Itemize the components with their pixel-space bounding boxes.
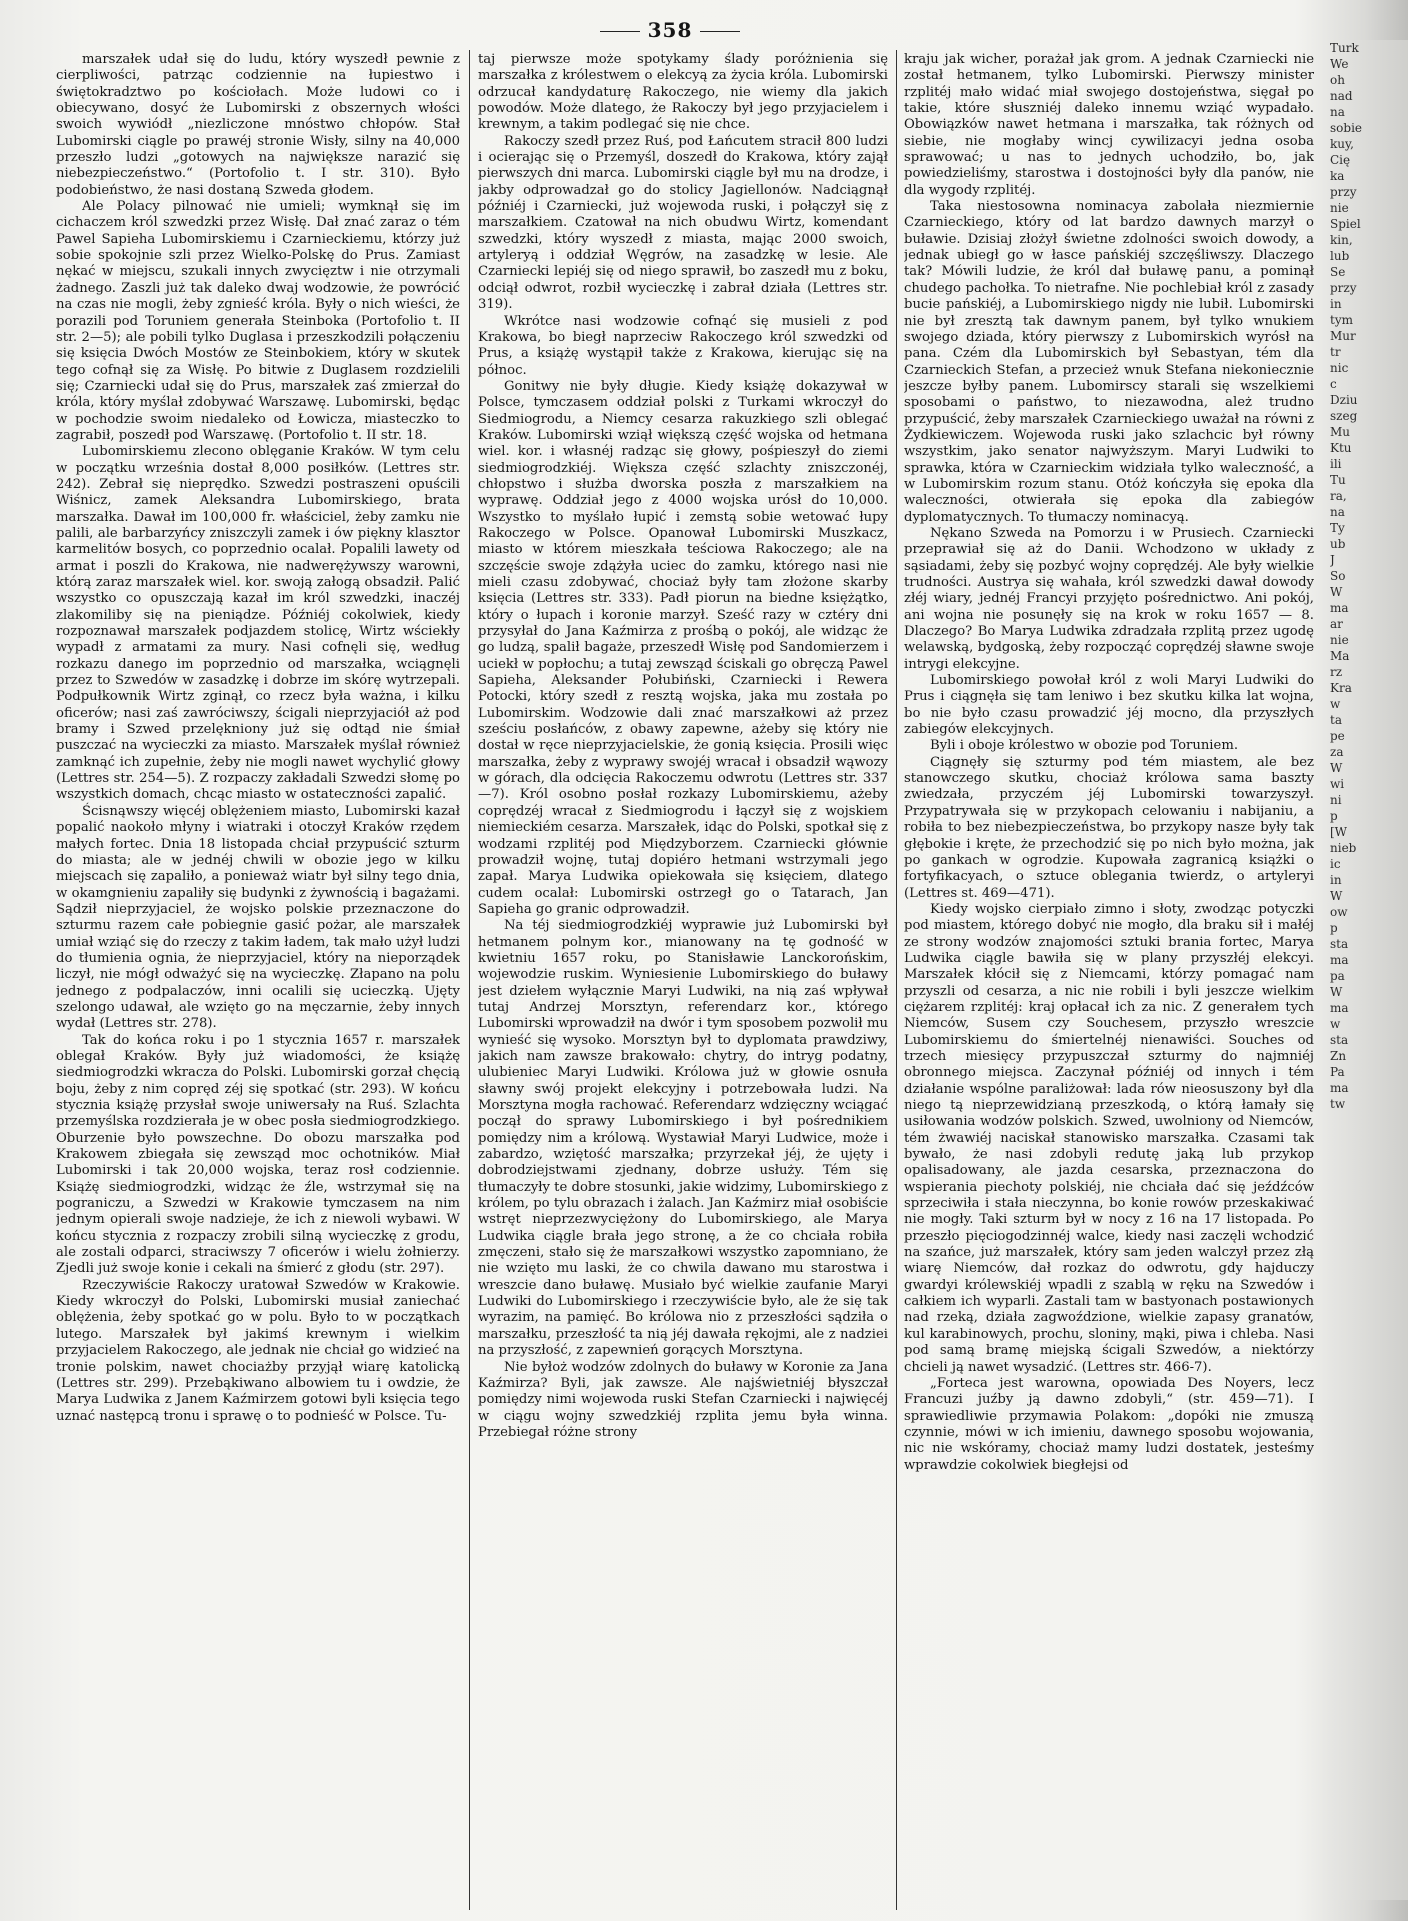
edge-fragment: ta xyxy=(1330,713,1342,727)
column-divider xyxy=(469,50,470,1910)
edge-fragment: So xyxy=(1330,569,1346,583)
edge-fragment: Ktu xyxy=(1330,441,1352,455)
edge-fragment: ub xyxy=(1330,537,1346,551)
edge-fragment: [W xyxy=(1330,825,1348,839)
edge-fragment: Ty xyxy=(1330,521,1345,535)
edge-fragment: wi xyxy=(1330,777,1345,791)
edge-fragment: na xyxy=(1330,505,1345,519)
paragraph: Byli i oboje królestwo w obozie pod Toruniem. xyxy=(930,738,1239,754)
edge-fragment: nad xyxy=(1330,89,1353,103)
edge-fragment: W xyxy=(1330,761,1343,775)
paragraph: Nękano Szweda na Pomorzu i w Prusiech. Czarniecki przeprawiał się aż do Danii. Wchodzono w układy z sąsiadami, żeby się pozbyć wojny coprędzéj. Ale były wielkie trudności. Austrya się wahała, król szwedzki dawał dowody złéj wiary, jednéj Francyi przyjęto pośrednictwo. Ani pokój, ani wojna nie posunęły się na krok w roku 1657 — 8. Dlaczego? Bo Marya Ludwika zdradzała rzplitą przez ugodę welawską, bydgoską, żeby rozpocząć coprędzéj sławne swoje intrygi elekcyjne. xyxy=(904,525,1314,672)
edge-fragment: ow xyxy=(1330,905,1348,919)
edge-fragment: ic xyxy=(1330,857,1341,871)
edge-fragment: ma xyxy=(1330,1081,1349,1095)
edge-fragment: szeg xyxy=(1330,409,1358,423)
edge-fragment: nieb xyxy=(1330,841,1357,855)
edge-fragment: ma xyxy=(1330,1001,1349,1015)
paragraph: Wkrótce nasi wodzowie cofnąć się musieli z pod Krakowa, bo biegł naprzeciw Rakoczego król szwedzki od Prus, a książę wystąpił także z Krakowa, kierując się na północ. xyxy=(478,313,888,378)
edge-fragment: Pa xyxy=(1330,1065,1345,1079)
edge-fragment: oh xyxy=(1330,73,1345,87)
edge-fragment: J xyxy=(1330,553,1335,567)
column-divider xyxy=(896,50,897,1910)
edge-fragment: Se xyxy=(1330,265,1346,279)
page-number: 358 xyxy=(590,18,750,42)
edge-fragment: pe xyxy=(1330,729,1345,743)
edge-fragment: w xyxy=(1330,1017,1341,1031)
edge-fragment: nic xyxy=(1330,361,1349,375)
edge-fragment: kin, xyxy=(1330,233,1353,247)
edge-fragment: ra, xyxy=(1330,489,1347,503)
edge-fragment: Dziu xyxy=(1330,393,1358,407)
edge-fragment: ka xyxy=(1330,169,1345,183)
paragraph: taj pierwsze może spotykamy ślady poróżnienia się marszałka z królestwem o elekcyą za życia króla. Lubomirski odrzucał kandydaturę Rakoczego, nie wiemy dla jakich powodów. Może dlatego, że Rakoczy był jego przyjacielem i krewnym, a takim podlegać się nie chce. xyxy=(478,52,888,133)
edge-fragment: p xyxy=(1330,921,1338,935)
paragraph: Gonitwy nie były długie. Kiedy książę dokazywał w Polsce, tymczasem oddział polski z Turkami wkroczył do Siedmiogrodu, a Niemcy cesarza rakuzkiego szli oblegać Kraków. Lubomirski wziął większą część wojska od hetmana wiel. kor. i własnéj radząc się głowy, pośpieszył do ziemi siedmiogrodzkiéj. Większa część szlachty zniszczonéj, chłopstwo i służba dworska poszła z marszałkiem na wyprawę. Oddział jego z 4000 wojska urósł do 10,000. Wszystko to myślało łupić i zemstą sobie wetować łupy Rakoczego w Polsce. Opanował Lubomirski Muszkacz, miasto w którem mieszkała teściowa Rakoczego; ale na szczęście swoje zdążyła uciec do zamku, którego nasi nie mieli czasu zdobywać, chociaż były tam złożone skarby księcia (Lettres str. 333). Padł piorun na biedne księżątko, który o łupach i koronie marzył. Sześć razy w cztéry dni przysyłał do Jana Kaźmirza z prośbą o pokój, ale widząc że go ludzą, spalił bagaże, przeszedł Wisłę pod Sandomierzem i uciekł w popłochu; a tutaj zewsząd ściskali go obręczą Pawel Sapieha, Aleksander Połubiński, Czarniecki i Rewera Potocki, który szedł z resztą wojska, jaka mu została po Lubomirskim. Wodzowie dali znać marszałkowi aż przez sześciu posłańców, z obawy zapewne, ażeby się który nie dostał w ręce nieprzyjacielskie, że gonią księcia. Prosili więc marszałka, żeby z wyprawy swojéj wracał i obsadził wąwozy w górach, dla odcięcia Rakoczemu odwrotu (Lettres str. 337—7). Król osobno posłał rozkazy Lubomirskiemu, ażeby coprędzéj wracał z Siedmiogrodu i łączył się z wojskiem niemieckiém cesarza. Marszałek, idąc do Polski, spotkał się z wodzami rzplitéj pod Międzyborzem. Czarniecki głównie prowadził wojnę, tutaj dopiéro hetmani wstrzymali jego zapał. Marya Ludwika opiekowała się księciem, dlatego cudem ocalał: Lubomirski ostrzegł go o Tatarach, Jan Sapieha go granic odprowadził. xyxy=(478,378,888,917)
edge-fragment: p xyxy=(1330,809,1338,823)
paragraph: Kiedy wojsko cierpiało zimno i słoty, zwodząc potyczki pod miastem, którego dobyć nie mogło, dla braku sił i małéj ze strony wodzów znajomości sztuki brania fortec, Marya Ludwika ciągle bawiła się w plany przyszłéj elekcyi. Marszałek kłócił się z Niemcami, którzy pomagać nam przyszli od cesarza, a nic nie robili i byli jeszcze wielkim ciężarem rzplitéj: kraj opłacał ich za nic. Z generałem tych Niemców, Susem czy Souchesem, przyszło wreszcie Lubomirskiemu do śmiertelnéj nienawiści. Souches od trzech miesięcy przypuszczał szturmy do najmniéj obronnego miejsca. Zaczynał późniéj od innych i tém działanie wspólne paraliżował: lada rów nieosuszony był dla niego tą nieprzewidzianą przeszkodą, o którą łamały się usiłowania wodzów polskich. Szwed, uwolniony od Niemców, tém żwawiéj naciskał stanowisko marszałka. Czasami tak bywało, że nasi zdobyli redutę jaką lub przykop opalisadowany, ale jazda cesarska, przeznaczona do wspierania piechoty polskiéj, nie chciała dać się jeźdźców sprzeciwiła i stała nieczynna, bo konie rowów przeskakiwać nie mogły. Taki szturm był w nocy z 16 na 17 listopada. Po przeszło pięciogodzinnéj walce, kiedy nasi zaczęli wchodzić na szańce, już marszałek, który sam jeden walczył przez złą wiarę Niemców, dał rozkaz do odwrotu, gdy hajduczy gwardyi królewskiéj wpadli z szablą w ręku na Szwedów i całkiem ich wyparli. Zastali tam w bastyonach postawionych nad rzeką, działa zagwoździone, wielkie zapasy granatów, kul karabinowych, prochu, sloniny, mąki, piwa i chleba. Nasi pod samą bramę miejską ścigali Szwedów, a niektórzy chcieli ją nawet wysadzić. (Lettres str. 466-7). xyxy=(904,901,1314,1375)
edge-fragment: za xyxy=(1330,745,1344,759)
edge-fragment: Turk xyxy=(1330,41,1359,55)
paragraph: marszałek udał się do ludu, który wyszedł pewnie z cierpliwości, patrząc codziennie na łupiestwo i świętokradztwo po kościołach. Może ludowi co i obiecywano, dosyć że Lubomirski z obszernych włości swoich wywiódł „niezliczone mnóstwo chłopów. Stał Lubomirski ciągle po prawéj stronie Wisły, silny na 40,000 przeszło ludzi „gotowych na największe narazić się niebezpieczeństwo.“ (Portofolio t. I str. 310). Było podobieństwo, że nasi dostaną Szweda głodem. xyxy=(56,52,460,198)
edge-fragment: sobie xyxy=(1330,121,1363,135)
paragraph: Lubomirskiemu zlecono oblęganie Kraków. W tym celu w początku września dostał 8,000 posiłków. (Lettres str. 242). Zebrał się nieprędko. Szwedzi postraszeni opuścili Wiśnicz, zamek Aleksandra Lubomirskiego, brata marszałka. Dawał im 100,000 fr. właściciel, żeby zamku nie palili, ale barbarzyńcy zniszczyli zamek i ów piękny klasztor karmelitów bosych, co poprzednio ocalał. Popalili lawety od armat i poszli do Krakowa, nie nadwerężywszy warowni, którą zaraz marszałek wiel. kor. swoją załogą obsadził. Palić wszystko co opuszczają kazał im król szwedzki, inaczéj zlakomiliby się na pieniądze. Późniéj cokolwiek, kiedy rozpoznawał marszałek podjazdem stolicę, Wirtz wściekły wypadł z armatami za mury. Nasi cofnęli się, według rozkazu danego im poprzednio od marszałka, wciągnęli przez to Szwedów w zasadzkę i dobrze im skórę wytrzepali. Podpułkownik Wirtz zginął, co rzecz była ważna, i kilku oficerów; nasi zaś zawróciwszy, ścigali nieprzyjaciół aż pod bramy i Szwed przelękniony już się odtąd nie śmiał puszczać na wycieczki za miasto. Marszałek myślał również zamknąć ich zupełnie, żeby nie mogli nawet wychylić głowy (Lettres str. 254—5). Z rozpaczy zakładali Szwedzi słomę po wszystkich domach, chcąc miasto w ostateczności zapalić. xyxy=(56,444,460,803)
edge-fragment: tw xyxy=(1330,1097,1346,1111)
edge-fragment: Mu xyxy=(1330,425,1351,439)
edge-fragment: lub xyxy=(1330,249,1350,263)
edge-fragment: sta xyxy=(1330,937,1349,951)
edge-fragment: rz xyxy=(1330,665,1343,679)
edge-fragment: ni xyxy=(1330,793,1342,807)
paragraph: Ciągnęły się szturmy pod tém miastem, ale bez stanowczego skutku, chociaż królowa sama baszty zwiedzała, przyczém jéj Lubomirski towarzyszył. Przypatrywała się w przykopach celowaniu i nabijaniu, a robiła to bez niebezpieczeństwa, bo przykopy nasze były tak głębokie i kręte, że przechodzić się po nich było można, jak po gankach w ogrodzie. Kupowała zagranicą książki o fortyfikacyach, o sztuce oblegania twierdz, o artyleryi (Lettres st. 469—471). xyxy=(904,754,1314,901)
paragraph: Rakoczy szedł przez Ruś, pod Łańcutem stracił 800 ludzi i ocierając się o Przemyśl, doszedł do Krakowa, który zajął pierwszych dni marca. Lubomirski ciągle był mu na drodze, i jakby odprowadzał go do stolicy Jagiellonów. Nadciągnął późniéj i Czarniecki, już wojewoda ruski, i połączył się z marszałkiem. Czatował na nich obudwu Wirtz, komendant szwedzki, który wyszedł z miasta, mając 2000 swoich, artyleryą i oddział Węgrów, na zasadzkę w lesie. Ale Czarniecki lepiéj się od niego sprawił, bo zaszedł mu z boku, odciął odwrot, rozbił wycieczkę i zabrał działa (Lettres str. 319). xyxy=(478,133,888,313)
text-column-2 xyxy=(478,52,888,1902)
edge-fragment: kuy, xyxy=(1330,137,1354,151)
text-column-3 xyxy=(904,52,1314,1902)
edge-fragment: Ma xyxy=(1330,649,1350,663)
edge-fragment: tym xyxy=(1330,313,1353,327)
edge-fragment: Spiel xyxy=(1330,217,1361,231)
edge-fragment: Zn xyxy=(1330,1049,1347,1063)
edge-fragment: nie xyxy=(1330,201,1349,215)
edge-fragment: in xyxy=(1330,297,1342,311)
edge-fragment: We xyxy=(1330,57,1349,71)
edge-fragment: c xyxy=(1330,377,1337,391)
paragraph: Taka niestosowna nominacya zabolała niezmiernie Czarnieckiego, który od lat bardzo dawnych marzył o buławie. Dzisiaj złożył świetne zdolności swoich dowody, a jednak ubiegł go w łasce pańskiéj szczęśliwszy. Dlaczego tak? Mówili ludzie, że król dał buławę panu, a pominął chudego pachołka. To nietrafne. Nie pochlebiał król z zasady bucie pańskiéj, a Lubomirskiego nigdy nie lubił. Lubomirski nie był zresztą tak dawnym panem, był tylko wnukiem swojego dziada, który pierwszy z Lubomirskich wyrósł na pana. Czém dla Lubomirskich był Sebastyan, tém dla Czarnieckich Stefan, a przecież wnuk Stefana niekoniecznie jeszcze byłby panem. Lubomirscy starali się wszelkiemi sposobami o państwo, to niezawodna, ależ trudno przypuścić, żeby marszałek Czarnieckiego uważał na równi z Żydkiewiczem. Wojewoda ruski jako szlachcic był równy wszystkim, jako senator najwyższym. Maryi Ludwiki to sprawka, która w Czarnieckim widziała tylko waleczność, a w Lubomirskim rozum stanu. Otóż kończyła się epoka dla waleczności, otwierała się epoka dla zabiegów dyplomatycznych. To tłumaczy nominacyą. xyxy=(904,199,1314,525)
edge-fragment: W xyxy=(1330,585,1343,599)
edge-fragment: na xyxy=(1330,105,1345,119)
text-column-1 xyxy=(56,52,460,1902)
edge-fragment: sta xyxy=(1330,1033,1349,1047)
adjacent-page-edge xyxy=(1330,40,1408,1900)
paragraph: Nie byłoż wodzów zdolnych do buławy w Koronie za Jana Kaźmirza? Byli, jak zawsze. Ale najświetniéj błyszczał pomiędzy nimi wojewoda ruski Stefan Czarniecki i najwięcéj w ciągu wojny szwedzkiéj rzplita jemu była winna. Przebiegał różne strony xyxy=(478,1359,888,1440)
edge-fragment: tr xyxy=(1330,345,1341,359)
paragraph: Rzeczywiście Rakoczy uratował Szwedów w Krakowie. Kiedy wkroczył do Polski, Lubomirski musiał zaniechać oblężenia, żeby spotkać go w polu. Było to w początkach lutego. Marszałek był jakimś krewnym i wielkim przyjacielem Rakoczego, ale jednak nie chciał go widzieć na tronie polskim, nawet chociażby przyjął wiarę katolicką (Lettres str. 299). Przebąkiwano albowiem tu i owdzie, że Marya Ludwika z Janem Kaźmirzem gotowi byli księcia tego uznać następcą tronu i sprawę o to podnieść w Polsce. Tu- xyxy=(56,1277,460,1424)
edge-fragment: przy xyxy=(1330,185,1357,199)
paragraph: Na téj siedmiogrodzkiéj wyprawie już Lubomirski był hetmanem polnym kor., mianowany na tę godność w kwietniu 1657 roku, po Stanisławie Lanckorońskim, wojewodzie ruskim. Wyniesienie Lubomirskiego do buławy jest dziełem wyłącznie Maryi Ludwiki, na nią zaś wpływał tutaj Andrzej Morsztyn, referendarz kor., którego Lubomirski wprowadził na dwór i tym sposobem pozwolił mu wynieść się wysoko. Morsztyn był to dyplomata prawdziwy, jakich nam zawsze brakowało: chytry, do intryg podatny, ulubieniec Maryi Ludwiki. Królowa już w głowie osnuła sławny swój projekt elekcyjny i potrzebowała ludzi. Na Morsztyna mogła rachować. Referendarz wdzięczny wciągać począł do sprawy Lubomirskiego i był pośrednikiem pomiędzy nim a królową. Wystawiał Maryi Ludwice, może i zabardzo, wziętość marszałka; przyrzekał jéj, że ujęty i dobrodziejstwami zjednany, dobrze usłuży. Tém się tłumaczyły te dobre stosunki, jakie widzimy, Lubomirskiego z królem, po tylu obrazach i żalach. Jan Kaźmirz miał osobiście wstręt nieprzezwyciężony do Lubomirskiego, ale Marya Ludwika ciągle brała jego stronę, a że co chciała robiła zmęczeni, stało się że marszałkowi wszystko zapomniano, że nie wzięto mu laski, że co chwila dawano mu starostwa i wreszcie dano buławę. Musiało być wielkie zaufanie Maryi Ludwiki do Lubomirskiego i rzeczywiście było, ale że się tak wyrazim, na pamięć. Bo królowa nio z przeszłości sądziła o marszałku, przeszłość ta nią jéj dawała rękojmi, ale z nadziei na przyszłość, z zapewnień gorących Morsztyna. xyxy=(478,918,888,1359)
edge-fragment: Tu xyxy=(1330,473,1346,487)
paragraph: Ale Polacy pilnować nie umieli; wymknął się im cichaczem król szwedzki przez Wisłę. Dał znać zaraz o tém Pawel Sapieha Lubomirskiemu i Czarnieckiemu, którzy już sobie spokojnie szli przez Wielko-Polskę do Prus. Zamiast nękać w miejscu, szukali innych zwycięztw i nie otrzymali żadnego. Zaszli już tak daleko dwaj wodzowie, że powrócić na czas nie mogli, żeby zgnieść króla. Były o nich wieści, że porazili pod Toruniem generała Steinboka (Portofolio t. II str. 2—5); ale pobili tylko Duglasa i przeszkodzili połączeniu się księcia Dwóch Mostów ze Steinbokiem, który w skutek tego cofnął się za Wisłę. Po bitwie z Duglasem rozdzielili się; Czarniecki udał się do Prus, marszałek zaś zmierzał do króla, który myślał zdobywać Warszawę. Lubomirski, będąc w pochodzie swoim niedaleko od Łowicza, miasteczko to zagrabił, poszedł pod Warszawę. (Portofolio t. II str. 18. xyxy=(56,199,460,443)
paragraph: kraju jak wicher, porażał jak grom. A jednak Czarniecki nie został hetmanem, tylko Lubomirski. Pierwszy minister rzplitéj mało widać miał swojego dostojeństwa, sięgał po takie, które słuszniéj daleko innemu wziąć wypadało. Obowiązków nawet hetmana i marszałka, tak różnych od siebie, nie mogłaby wincj cywilizacyi jedna osoba sprawować; u nas to jednych uchodziło, bo, jak powiedzieliśmy, starostwa i dostojności były dla panów, nie dla wygody rzplitéj. xyxy=(904,52,1314,198)
edge-fragment: nie xyxy=(1330,633,1349,647)
edge-fragment: przy xyxy=(1330,281,1357,295)
paragraph: Lubomirskiego powołał król z woli Maryi Ludwiki do Prus i ciągnęła się tam leniwo i bez skutku kilka lat wojna, bo nie było czasu prowadzić jéj mocno, dla przyszłych zabiegów elekcyjnych. xyxy=(904,673,1314,738)
edge-fragment: Mur xyxy=(1330,329,1356,343)
edge-fragment: W xyxy=(1330,985,1343,999)
paragraph: Ścisnąwszy więcéj oblężeniem miasto, Lubomirski kazał popalić naokoło młyny i wiatraki i otoczył Kraków rzędem małych fortec. Dnia 18 listopada chciał przypuścić szturm do miasta; ale w jednéj chwili w obozie jego w kilku miejscach się zapaliło, a ponieważ wiatr był silny tego dnia, w okamgnieniu zapaliły się budynki z żywnością i bagażami. Sądził nieprzyjaciel, że wojsko polskie przeznaczone do szturmu razem całe pobiegnie gasić pożar, ale marszałek umiał wziąć się do rzeczy z takim ładem, tak mało użył ludzi do tłumienia ognia, że nieprzyjaciel, który na nieporządek liczył, nie mógł odważyć się na wycieczkę. Złapano na polu jednego z podpalaczów, inni ocalili się ucieczką. Ujęty szelongo udawał, ale wzięto go na męczarnie, żeby innych wydał (Lettres str. 278). xyxy=(56,803,460,1032)
edge-fragment: ma xyxy=(1330,953,1349,967)
edge-fragment: pa xyxy=(1330,969,1345,983)
edge-fragment: in xyxy=(1330,873,1342,887)
edge-fragment: W xyxy=(1330,889,1343,903)
edge-fragment: ar xyxy=(1330,617,1343,631)
edge-fragment: Cię xyxy=(1330,153,1351,167)
edge-fragment: w xyxy=(1330,697,1341,711)
edge-fragment: Kra xyxy=(1330,681,1352,695)
edge-fragment: ili xyxy=(1330,457,1342,471)
paragraph: „Forteca jest warowna, opowiada Des Noyers, lecz Francuzi juźby ją dawno zdobyli,“ (str. 459—71). I sprawiedliwie przymawia Polakom: „dopóki nie zmuszą czynnie, mówi w ich imieniu, dawnego sposobu wojowania, nic nie wskóramy, chociaż mamy ludzi dostatek, jesteśmy wprawdzie cokolwiek biegłejsi od xyxy=(904,1375,1314,1473)
paragraph: Tak do końca roku i po 1 stycznia 1657 r. marszałek oblegał Kraków. Były już wiadomości, że książę siedmiogrodzki wkracza do Polski. Lubomirski gorzał chęcią boju, żeby z nim copręd zéj się spotkać (str. 293). W końcu stycznia książę przysłał swoje uniwersały na Ruś. Szlachta przemyślska rozdzierała je w obec posła siedmiogrodzkiego. Oburzenie było powszechne. Do obozu marszałka pod Krakowem zbiegała się zewsząd moc ochotników. Miał Lubomirski i tak 20,000 wojska, teraz rosł codziennie. Książę siedmiogrodzki, widząc że źle, wstrzymał się na pograniczu, a Szwedzi w Krakowie tymczasem na nim jednym opierali swoje nadzieje, że ich z niewoli wybawi. W końcu stycznia z rozpaczy zrobili silną wycieczkę z grodu, ale zostali odparci, straciwszy 7 oficerów i wielu żołnierzy. Zjedli już swoje konie i cekali na śmierć z głodu (str. 297). xyxy=(56,1032,460,1277)
edge-fragment: ma xyxy=(1330,601,1349,615)
